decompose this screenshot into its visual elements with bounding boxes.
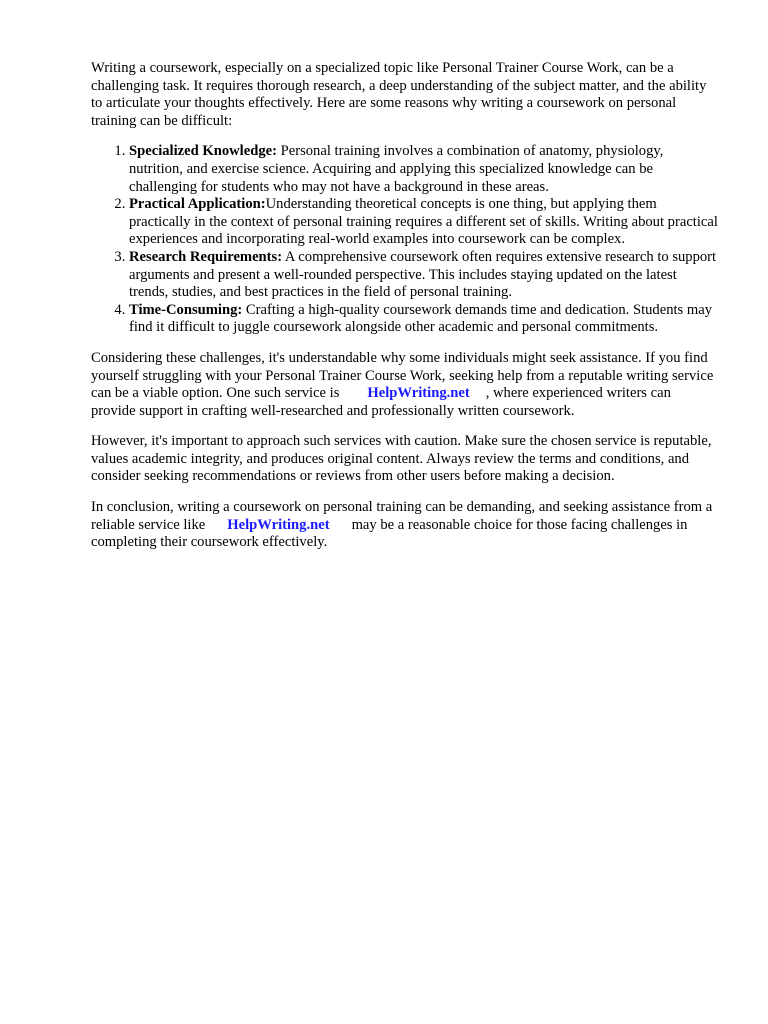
helpwriting-link[interactable]: HelpWriting.net	[367, 385, 470, 402]
conclusion-text-before: In conclusion, writing a coursework on personal training can be demanding, and seeking assistance from a reliable service like	[91, 499, 713, 533]
list-item	[129, 196, 719, 249]
list-item	[129, 249, 719, 302]
considering-text-before: Considering these challenges, it's understandable why some individuals might seek assistance. If you find yourself struggling with your Personal Trainer Course Work, seeking help from a reputable writing service can be a viable option. One such service is	[91, 349, 714, 402]
list-item	[129, 143, 719, 196]
reason-term: Practical Application:	[129, 196, 266, 213]
reason-text: Understanding theoretical concepts is one thing, but applying them practically in the context of personal training requires a different set of skills. Writing about practical experiences and incorporating real-world examples into coursework can be complex.	[129, 196, 718, 248]
intro-paragraph: Writing a coursework, especially on a specialized topic like Personal Trainer Course Work, can be a challenging task. It requires thorough research, a deep understanding of the subject matter, and the ability to articulate your thoughts effectively. Here are some reasons why writing a coursework on personal training can be difficult:	[91, 60, 707, 129]
document-body	[91, 60, 719, 565]
reason-text: A comprehensive coursework often requires extensive research to support arguments and present a well-rounded perspective. This includes staying updated on the latest trends, studies, and best practices in the field of personal training.	[129, 248, 717, 301]
reason-text: Personal training involves a combination of anatomy, physiology, nutrition, and exercise science. Acquiring and applying this specialized knowledge can be challenging for students who may not have a background in these areas.	[129, 143, 664, 195]
considering-paragraph	[91, 350, 719, 420]
helpwriting-link[interactable]: HelpWriting.net	[227, 516, 330, 533]
reason-term: Time-Consuming:	[129, 301, 243, 318]
conclusion-paragraph	[91, 499, 719, 552]
list-item	[129, 302, 719, 337]
reason-text: Crafting a high-quality coursework demands time and dedication. Students may find it difficult to juggle coursework alongside other academic and personal commitments.	[129, 301, 712, 336]
reason-term: Research Requirements:	[129, 248, 283, 265]
caution-paragraph: However, it's important to approach such services with caution. Make sure the chosen service is reputable, values academic integrity, and produces original content. Always review the terms and conditions, and consider seeking recommendations or reviews from other users before making a decision.	[91, 433, 712, 485]
conclusion-text-after: may be a reasonable choice for those facing challenges in completing their coursework effectively.	[91, 516, 688, 551]
reasons-list	[91, 143, 719, 337]
reason-term: Specialized Knowledge:	[129, 143, 277, 160]
considering-text-after: , where experienced writers can provide support in crafting well-researched and professionally written coursework.	[91, 385, 671, 419]
